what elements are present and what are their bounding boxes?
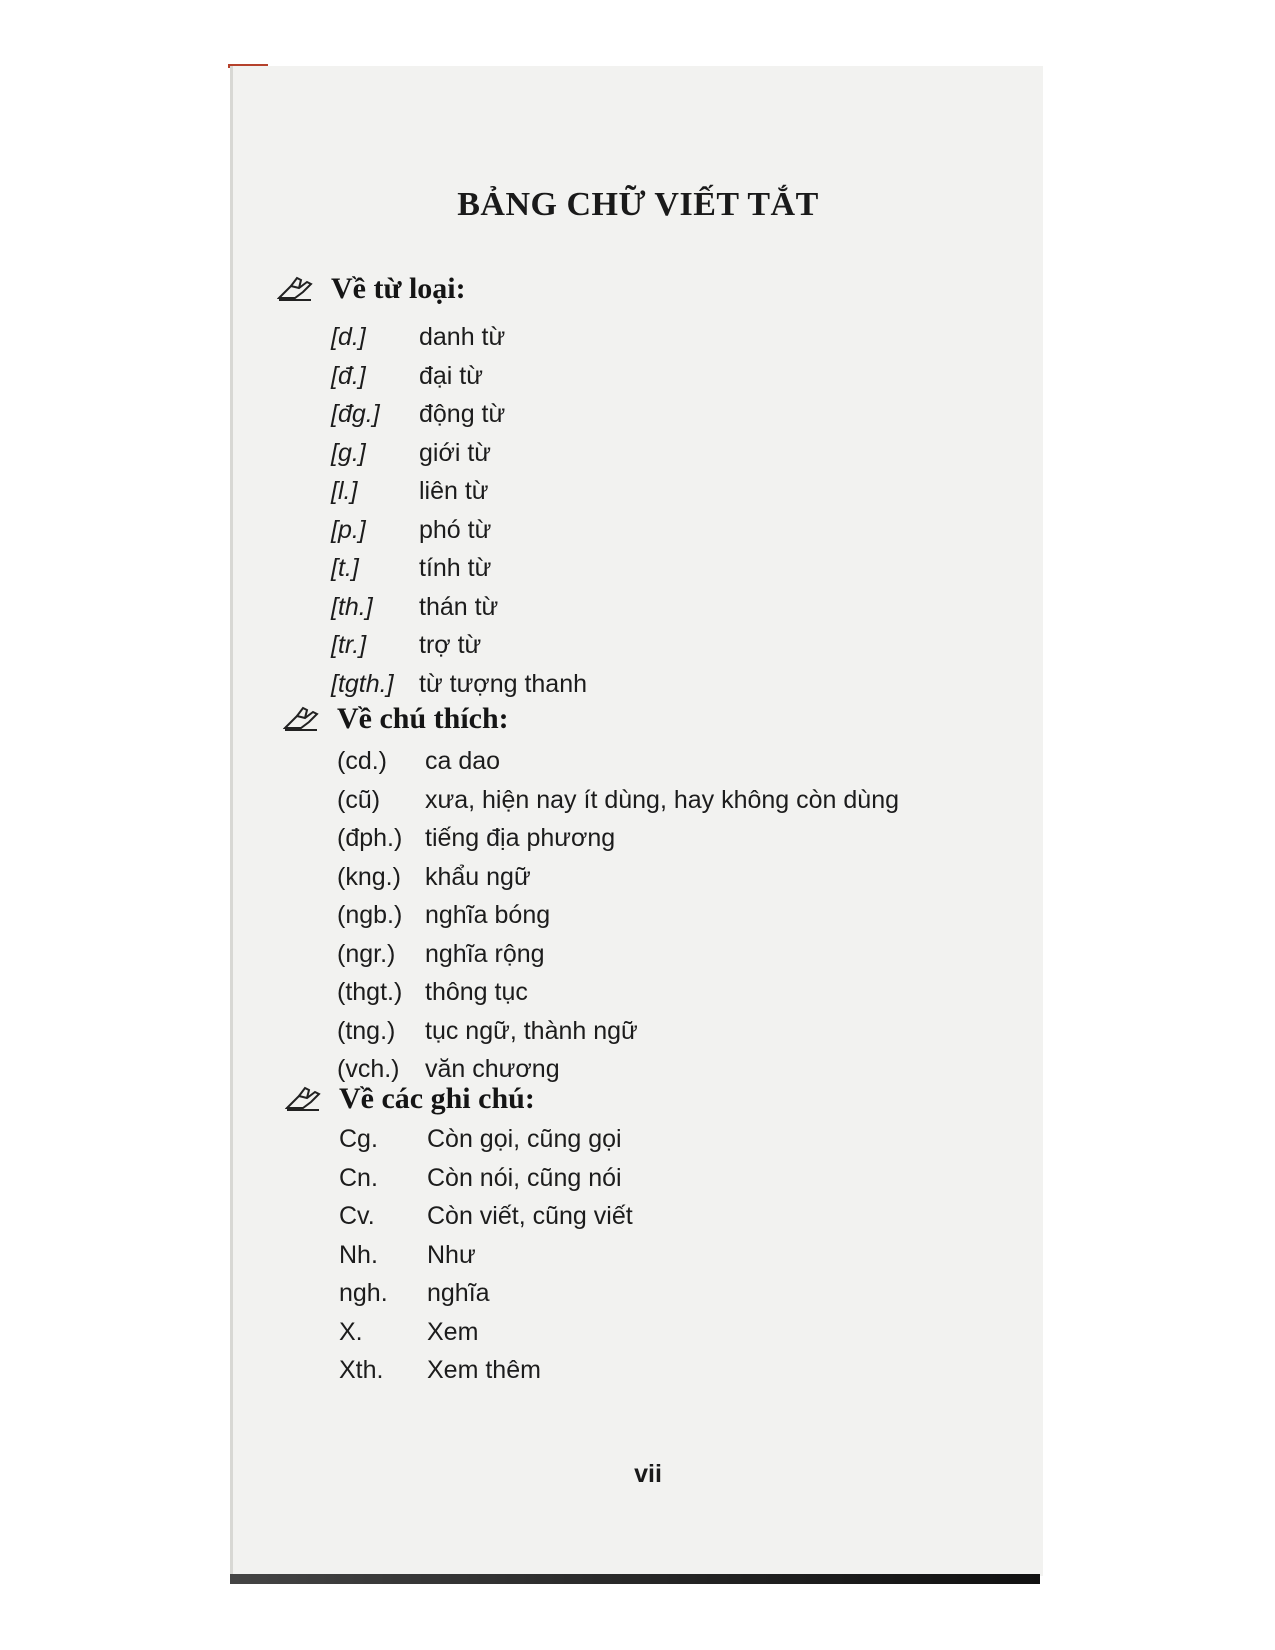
abbreviation: Cg. — [339, 1125, 378, 1153]
meaning: văn chương — [425, 1055, 560, 1083]
book-page — [230, 66, 1043, 1576]
list-item — [339, 1159, 633, 1198]
abbreviation: [t.] — [331, 554, 359, 582]
meaning: Xem — [427, 1317, 479, 1346]
list-item — [339, 1274, 633, 1313]
list-item — [337, 896, 899, 935]
meaning: Còn gọi, cũng gọi — [427, 1125, 622, 1153]
abbreviation: Cn. — [339, 1163, 378, 1192]
list-item — [337, 858, 899, 897]
list-item — [339, 1236, 633, 1275]
list-item — [331, 588, 587, 627]
abbreviation: (vch.) — [337, 1055, 400, 1083]
meaning: thán từ — [419, 592, 499, 621]
meaning: ca dao — [425, 747, 501, 775]
notes-list — [339, 1120, 633, 1390]
writing-hand-icon — [285, 1086, 323, 1112]
meaning: giới từ — [419, 438, 492, 467]
meaning: danh từ — [419, 323, 506, 351]
abbreviation: [th.] — [331, 592, 373, 621]
page-bottom-edge — [230, 1574, 1040, 1584]
list-item — [331, 318, 587, 357]
abbreviation: (cũ) — [337, 785, 381, 814]
meaning: từ tượng thanh — [419, 669, 588, 698]
list-item — [331, 434, 587, 473]
list-item — [337, 781, 899, 820]
abbreviation: [đg.] — [331, 400, 380, 428]
meaning: khẩu ngữ — [425, 862, 531, 891]
meaning: nghĩa — [427, 1279, 490, 1307]
abbreviation: [đ.] — [331, 361, 366, 390]
list-item — [331, 549, 587, 588]
list-item — [331, 511, 587, 550]
meaning: Còn viết, cũng viết — [427, 1202, 633, 1230]
meaning: tiếng địa phương — [425, 824, 616, 852]
meaning: nghĩa bóng — [425, 901, 551, 929]
section-heading-label: Về các ghi chú: — [339, 1082, 535, 1115]
list-item — [331, 626, 587, 665]
list-item — [331, 472, 587, 511]
abbreviation: Nh. — [339, 1240, 378, 1269]
abbreviation: [g.] — [331, 438, 366, 467]
meaning: động từ — [419, 400, 506, 428]
abbreviation: Cv. — [339, 1202, 375, 1230]
list-item — [331, 357, 587, 396]
page-number: vii — [634, 1460, 662, 1488]
abbreviation: (cd.) — [337, 747, 387, 775]
word-class-list — [331, 318, 587, 703]
abbreviation: (thgt.) — [337, 978, 403, 1006]
meaning: trợ từ — [419, 631, 482, 659]
meaning: Còn nói, cũng nói — [427, 1163, 622, 1192]
abbreviation: [p.] — [331, 515, 366, 544]
meaning: phó từ — [419, 515, 492, 544]
section-heading-label: Về từ loại: — [331, 272, 466, 305]
abbreviation: (ngr.) — [337, 939, 396, 968]
list-item — [337, 935, 899, 974]
abbreviation: (kng.) — [337, 862, 401, 891]
list-item — [331, 395, 587, 434]
page-title: BẢNG CHỮ VIẾT TẮT — [457, 186, 819, 223]
meaning: tính từ — [419, 554, 492, 582]
list-item — [339, 1197, 633, 1236]
list-item — [337, 973, 899, 1012]
list-item — [339, 1313, 633, 1352]
section-heading-notes — [285, 1082, 535, 1116]
meaning: đại từ — [419, 361, 483, 390]
meaning: xưa, hiện nay ít dùng, hay không còn dùng — [425, 785, 900, 814]
abbreviation: X. — [339, 1317, 363, 1346]
abbreviation: [tgth.] — [331, 669, 394, 698]
section-heading-annotations — [283, 702, 509, 736]
list-item — [337, 1012, 899, 1051]
abbreviation: (đph.) — [337, 824, 403, 852]
list-item — [337, 819, 899, 858]
abbreviation: ngh. — [339, 1279, 388, 1307]
section-heading-word-class — [277, 272, 466, 306]
abbreviation: [l.] — [331, 477, 358, 505]
meaning: thông tục — [425, 978, 528, 1006]
abbreviation: (ngb.) — [337, 901, 403, 929]
list-item — [339, 1351, 633, 1390]
list-item — [331, 665, 587, 704]
abbreviation: [d.] — [331, 323, 366, 351]
abbreviation: Xth. — [339, 1356, 384, 1384]
list-item — [339, 1120, 633, 1159]
abbreviation: (tng.) — [337, 1016, 396, 1045]
meaning: Như — [427, 1240, 476, 1269]
list-item — [337, 742, 899, 781]
writing-hand-icon — [277, 276, 315, 302]
meaning: liên từ — [419, 477, 489, 505]
annotation-list — [337, 742, 899, 1089]
section-heading-label: Về chú thích: — [337, 702, 509, 735]
meaning: Xem thêm — [427, 1356, 541, 1384]
writing-hand-icon — [283, 706, 321, 732]
abbreviation: [tr.] — [331, 631, 367, 659]
meaning: nghĩa rộng — [425, 939, 545, 968]
meaning: tục ngữ, thành ngữ — [425, 1016, 638, 1045]
